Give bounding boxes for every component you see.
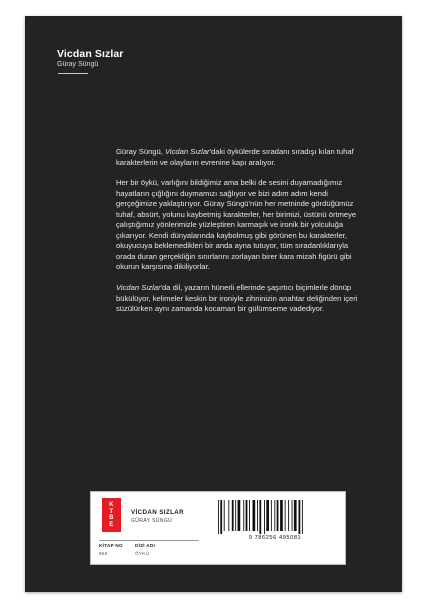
back-cover-blurb	[116, 147, 368, 325]
barcode-bar	[246, 500, 248, 531]
barcode-bar	[274, 500, 275, 531]
label-book-title: VİCDAN SIZLAR	[131, 509, 184, 516]
barcode-bar	[220, 500, 222, 534]
blurb-paragraph-3	[116, 283, 368, 315]
barcode-bar	[218, 500, 219, 534]
isbn-barcode	[215, 500, 335, 534]
title-underline	[58, 73, 88, 74]
logo-letter: K	[109, 502, 114, 508]
barcode-bar	[253, 500, 256, 531]
kitap-no-value: 960	[99, 551, 108, 556]
barcode-bar	[277, 500, 279, 531]
label-book-author: GÜRAY SÜNGÜ	[131, 518, 173, 524]
blurb-paragraph-2: Her bir öykü, varlığını bildiğimiz ama belki de sesini duyamadığımız hayatların çığlığını duymamızı sağlıyor ve bizi adım adım kendi gerçeğimize yaklaştırıyor. Güray Süngü'nün her metninde gördüğümüz tuhaf, absürt, yolunu kaybetmiş karakterler, her birimizi, üstünü örtmeye çalıştığımız yönlerimizle yüzleştiren karmaşık ve ironik bir yolculuğa çıkarıyor. Kendi dünyalarında kaybolmuş gibi görünen bu karakterler, okuyucuya beklemedikleri bir anda ayna tutuyor, tüm sıradanlıklarıyla orada duran gerçekliğin sınırlarını zorlayan birer kara mizah figürü gibi okurun karşısına dikiliyorlar.	[116, 178, 357, 272]
logo-letter: T	[109, 508, 114, 515]
blurb-book-title: Vicdan Sızlar	[116, 283, 161, 293]
barcode-bar	[280, 500, 283, 531]
barcode-bar	[257, 500, 258, 531]
barcode-bar	[271, 500, 272, 531]
blurb-book-title: Vicdan Sızlar	[164, 147, 210, 156]
barcode-bar	[294, 500, 297, 531]
dizi-adi-label: DİZİ ADI	[135, 543, 156, 548]
barcode-bar	[249, 500, 250, 531]
cover-title: Vicdan Sızlar	[57, 48, 124, 60]
blurb-paragraph-1-text: 'daki öykülerde sıradanı sıradışı kılan tuhaf karakterlerin ve olayların evrenine kapı aralıyor.	[116, 147, 354, 167]
blurb-paragraph-1	[116, 147, 368, 168]
barcode-bar	[285, 500, 286, 531]
barcode-bar	[228, 500, 229, 531]
barcode-bar	[243, 500, 244, 531]
barcode-bar	[232, 500, 234, 531]
barcode-bar	[264, 500, 265, 534]
kitap-no-label: KİTAP NO	[99, 543, 123, 548]
publisher-label-box	[90, 491, 346, 565]
barcode-bar	[292, 500, 293, 531]
logo-letter: E	[109, 521, 114, 528]
barcode-bar	[299, 500, 301, 534]
label-divider	[99, 540, 199, 541]
barcode-bar	[259, 500, 261, 534]
barcode-bar	[238, 500, 241, 531]
barcode-graphic	[215, 500, 335, 534]
logo-letter: B	[109, 515, 114, 521]
cover-author: Güray Süngü	[57, 61, 99, 68]
barcode-bar	[235, 500, 236, 531]
publisher-logo	[102, 498, 121, 532]
dizi-adi-value: ÖYKÜ	[135, 551, 150, 556]
barcode-bar	[302, 500, 303, 534]
barcode-bar	[288, 500, 289, 531]
barcode-bar	[224, 500, 225, 531]
blurb-author-name: Güray Süngü,	[116, 147, 165, 156]
isbn-number: 9 786256 495081	[248, 535, 302, 541]
blurb-paragraph-3-text: 'da dil, yazarın hünerli ellerinde şaşırtıcı biçimlerle dönüp bükülüyor, kelimeler keskin bir ironiyle zihninizin anahtar deliğinden içeri süzülürken aynı zamanda kocaman bir gülümseme vadediyor.	[116, 283, 358, 314]
barcode-bar	[266, 500, 269, 531]
